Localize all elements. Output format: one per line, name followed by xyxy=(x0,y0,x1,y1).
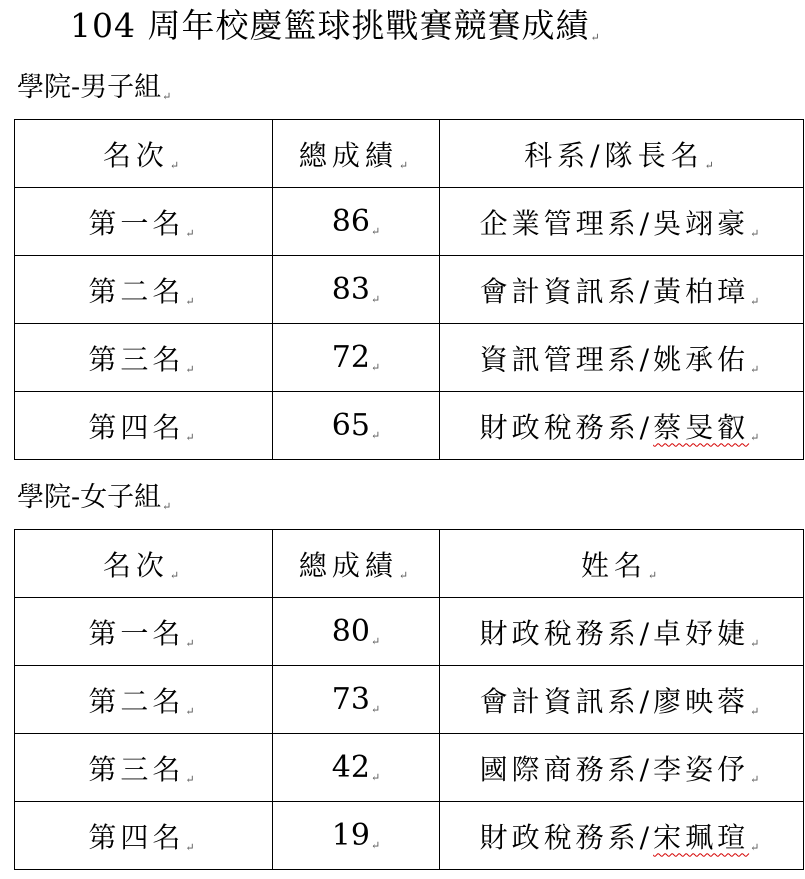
rank-cell xyxy=(15,598,273,666)
paragraph-mark-icon: ↵ xyxy=(750,840,764,854)
department-label: 企業管理系/ xyxy=(479,206,654,240)
team-cell xyxy=(440,324,804,392)
score-cell xyxy=(273,324,440,392)
score-value: 86 xyxy=(331,204,370,239)
paragraph-mark-icon: ↵ xyxy=(185,840,199,854)
results-table-body xyxy=(15,530,804,870)
department-label: 會計資訊系/ xyxy=(479,684,654,718)
department-label: 財政稅務系/ xyxy=(479,616,654,650)
score-cell xyxy=(273,666,440,734)
column-header xyxy=(440,120,804,188)
team-cell xyxy=(440,734,804,802)
paragraph-mark-icon: ↵ xyxy=(169,568,185,582)
paragraph-mark-icon: ↵ xyxy=(162,500,172,513)
paragraph-mark-icon: ↵ xyxy=(590,31,601,44)
captain-name: 廖映蓉 xyxy=(653,684,750,718)
section-heading-men xyxy=(17,68,171,117)
rank-cell xyxy=(15,734,273,802)
paragraph-mark-icon: ↵ xyxy=(750,430,764,444)
column-header-label: 科系/隊長名 xyxy=(524,138,704,172)
score-cell xyxy=(273,598,440,666)
score-value: 73 xyxy=(331,682,370,717)
rank-cell xyxy=(15,256,273,324)
column-header-label: 名次 xyxy=(102,548,169,582)
paragraph-mark-icon: ↵ xyxy=(185,704,199,718)
score-cell xyxy=(273,188,440,256)
rank-label: 第四名 xyxy=(88,820,185,854)
department-label: 財政稅務系/ xyxy=(479,820,654,854)
rank-cell xyxy=(15,324,273,392)
rank-label: 第二名 xyxy=(88,274,185,308)
captain-name: 卓妤婕 xyxy=(653,616,750,650)
paragraph-mark-icon: ↵ xyxy=(704,158,719,172)
paragraph-mark-icon: ↵ xyxy=(169,158,185,172)
captain-name: 宋珮瑄 xyxy=(653,820,750,854)
paragraph-mark-icon: ↵ xyxy=(185,430,199,444)
rank-label: 第三名 xyxy=(88,752,185,786)
column-header xyxy=(15,530,273,598)
paragraph-mark-icon: ↵ xyxy=(185,362,199,376)
department-label: 財政稅務系/ xyxy=(479,410,654,444)
paragraph-mark-icon: ↵ xyxy=(370,839,381,852)
paragraph-mark-icon: ↵ xyxy=(750,704,764,718)
score-value: 72 xyxy=(331,340,370,375)
column-header xyxy=(273,530,440,598)
team-cell xyxy=(440,256,804,324)
table-header-row xyxy=(15,120,804,188)
team-cell xyxy=(440,392,804,460)
paragraph-mark-icon: ↵ xyxy=(750,294,764,308)
results-table-body xyxy=(15,120,804,460)
captain-name: 黃柏璋 xyxy=(653,274,750,308)
paragraph-mark-icon: ↵ xyxy=(162,90,172,103)
score-cell xyxy=(273,802,440,870)
table-row xyxy=(15,666,804,734)
column-header-label: 總成績 xyxy=(298,138,398,172)
paragraph-mark-icon: ↵ xyxy=(750,636,764,650)
paragraph-mark-icon: ↵ xyxy=(750,772,764,786)
score-cell xyxy=(273,392,440,460)
rank-label: 第一名 xyxy=(88,616,185,650)
section-heading-text: 學院-男子組 xyxy=(17,72,162,103)
captain-name: 蔡旻叡 xyxy=(653,410,750,444)
paragraph-mark-icon: ↵ xyxy=(750,362,764,376)
paragraph-mark-icon: ↵ xyxy=(398,158,414,172)
section-heading-women xyxy=(17,478,171,527)
results-table-men xyxy=(14,119,804,460)
team-cell xyxy=(440,598,804,666)
captain-name: 吳翊豪 xyxy=(653,206,750,240)
captain-name: 李姿伃 xyxy=(653,752,750,786)
table-row xyxy=(15,324,804,392)
column-header xyxy=(15,120,273,188)
paragraph-mark-icon: ↵ xyxy=(185,294,199,308)
paragraph-mark-icon: ↵ xyxy=(370,771,381,784)
team-cell xyxy=(440,188,804,256)
score-value: 42 xyxy=(331,750,370,785)
results-table-women xyxy=(14,529,804,870)
rank-cell xyxy=(15,802,273,870)
score-value: 19 xyxy=(331,818,370,853)
paragraph-mark-icon: ↵ xyxy=(370,225,381,238)
paragraph-mark-icon: ↵ xyxy=(185,636,199,650)
paragraph-mark-icon: ↵ xyxy=(647,568,663,582)
table-row xyxy=(15,256,804,324)
team-cell xyxy=(440,666,804,734)
paragraph-mark-icon: ↵ xyxy=(370,429,381,442)
score-value: 65 xyxy=(331,408,370,443)
score-value: 83 xyxy=(331,272,370,307)
rank-cell xyxy=(15,392,273,460)
paragraph-mark-icon: ↵ xyxy=(370,293,381,306)
table-row xyxy=(15,392,804,460)
column-header xyxy=(440,530,804,598)
rank-label: 第一名 xyxy=(88,206,185,240)
rank-label: 第二名 xyxy=(88,684,185,718)
document-title-text: 104 周年校慶籃球挑戰賽競賽成績 xyxy=(70,6,590,45)
rank-label: 第四名 xyxy=(88,410,185,444)
paragraph-mark-icon: ↵ xyxy=(185,772,199,786)
rank-cell xyxy=(15,666,273,734)
paragraph-mark-icon: ↵ xyxy=(370,361,381,374)
table-row xyxy=(15,802,804,870)
captain-name: 姚承佑 xyxy=(653,342,750,376)
document-title xyxy=(70,2,601,62)
column-header-label: 名次 xyxy=(102,138,169,172)
rank-cell xyxy=(15,188,273,256)
column-header-label: 總成績 xyxy=(298,548,398,582)
score-cell xyxy=(273,256,440,324)
score-cell xyxy=(273,734,440,802)
department-label: 國際商務系/ xyxy=(479,752,654,786)
department-label: 資訊管理系/ xyxy=(479,342,654,376)
column-header xyxy=(273,120,440,188)
paragraph-mark-icon: ↵ xyxy=(398,568,414,582)
score-value: 80 xyxy=(331,614,370,649)
paragraph-mark-icon: ↵ xyxy=(185,226,199,240)
table-row xyxy=(15,598,804,666)
rank-label: 第三名 xyxy=(88,342,185,376)
table-row xyxy=(15,734,804,802)
table-row xyxy=(15,188,804,256)
section-heading-text: 學院-女子組 xyxy=(17,482,162,513)
column-header-label: 姓名 xyxy=(580,548,647,582)
paragraph-mark-icon: ↵ xyxy=(370,703,381,716)
team-cell xyxy=(440,802,804,870)
paragraph-mark-icon: ↵ xyxy=(370,635,381,648)
table-header-row xyxy=(15,530,804,598)
paragraph-mark-icon: ↵ xyxy=(750,226,764,240)
department-label: 會計資訊系/ xyxy=(479,274,654,308)
